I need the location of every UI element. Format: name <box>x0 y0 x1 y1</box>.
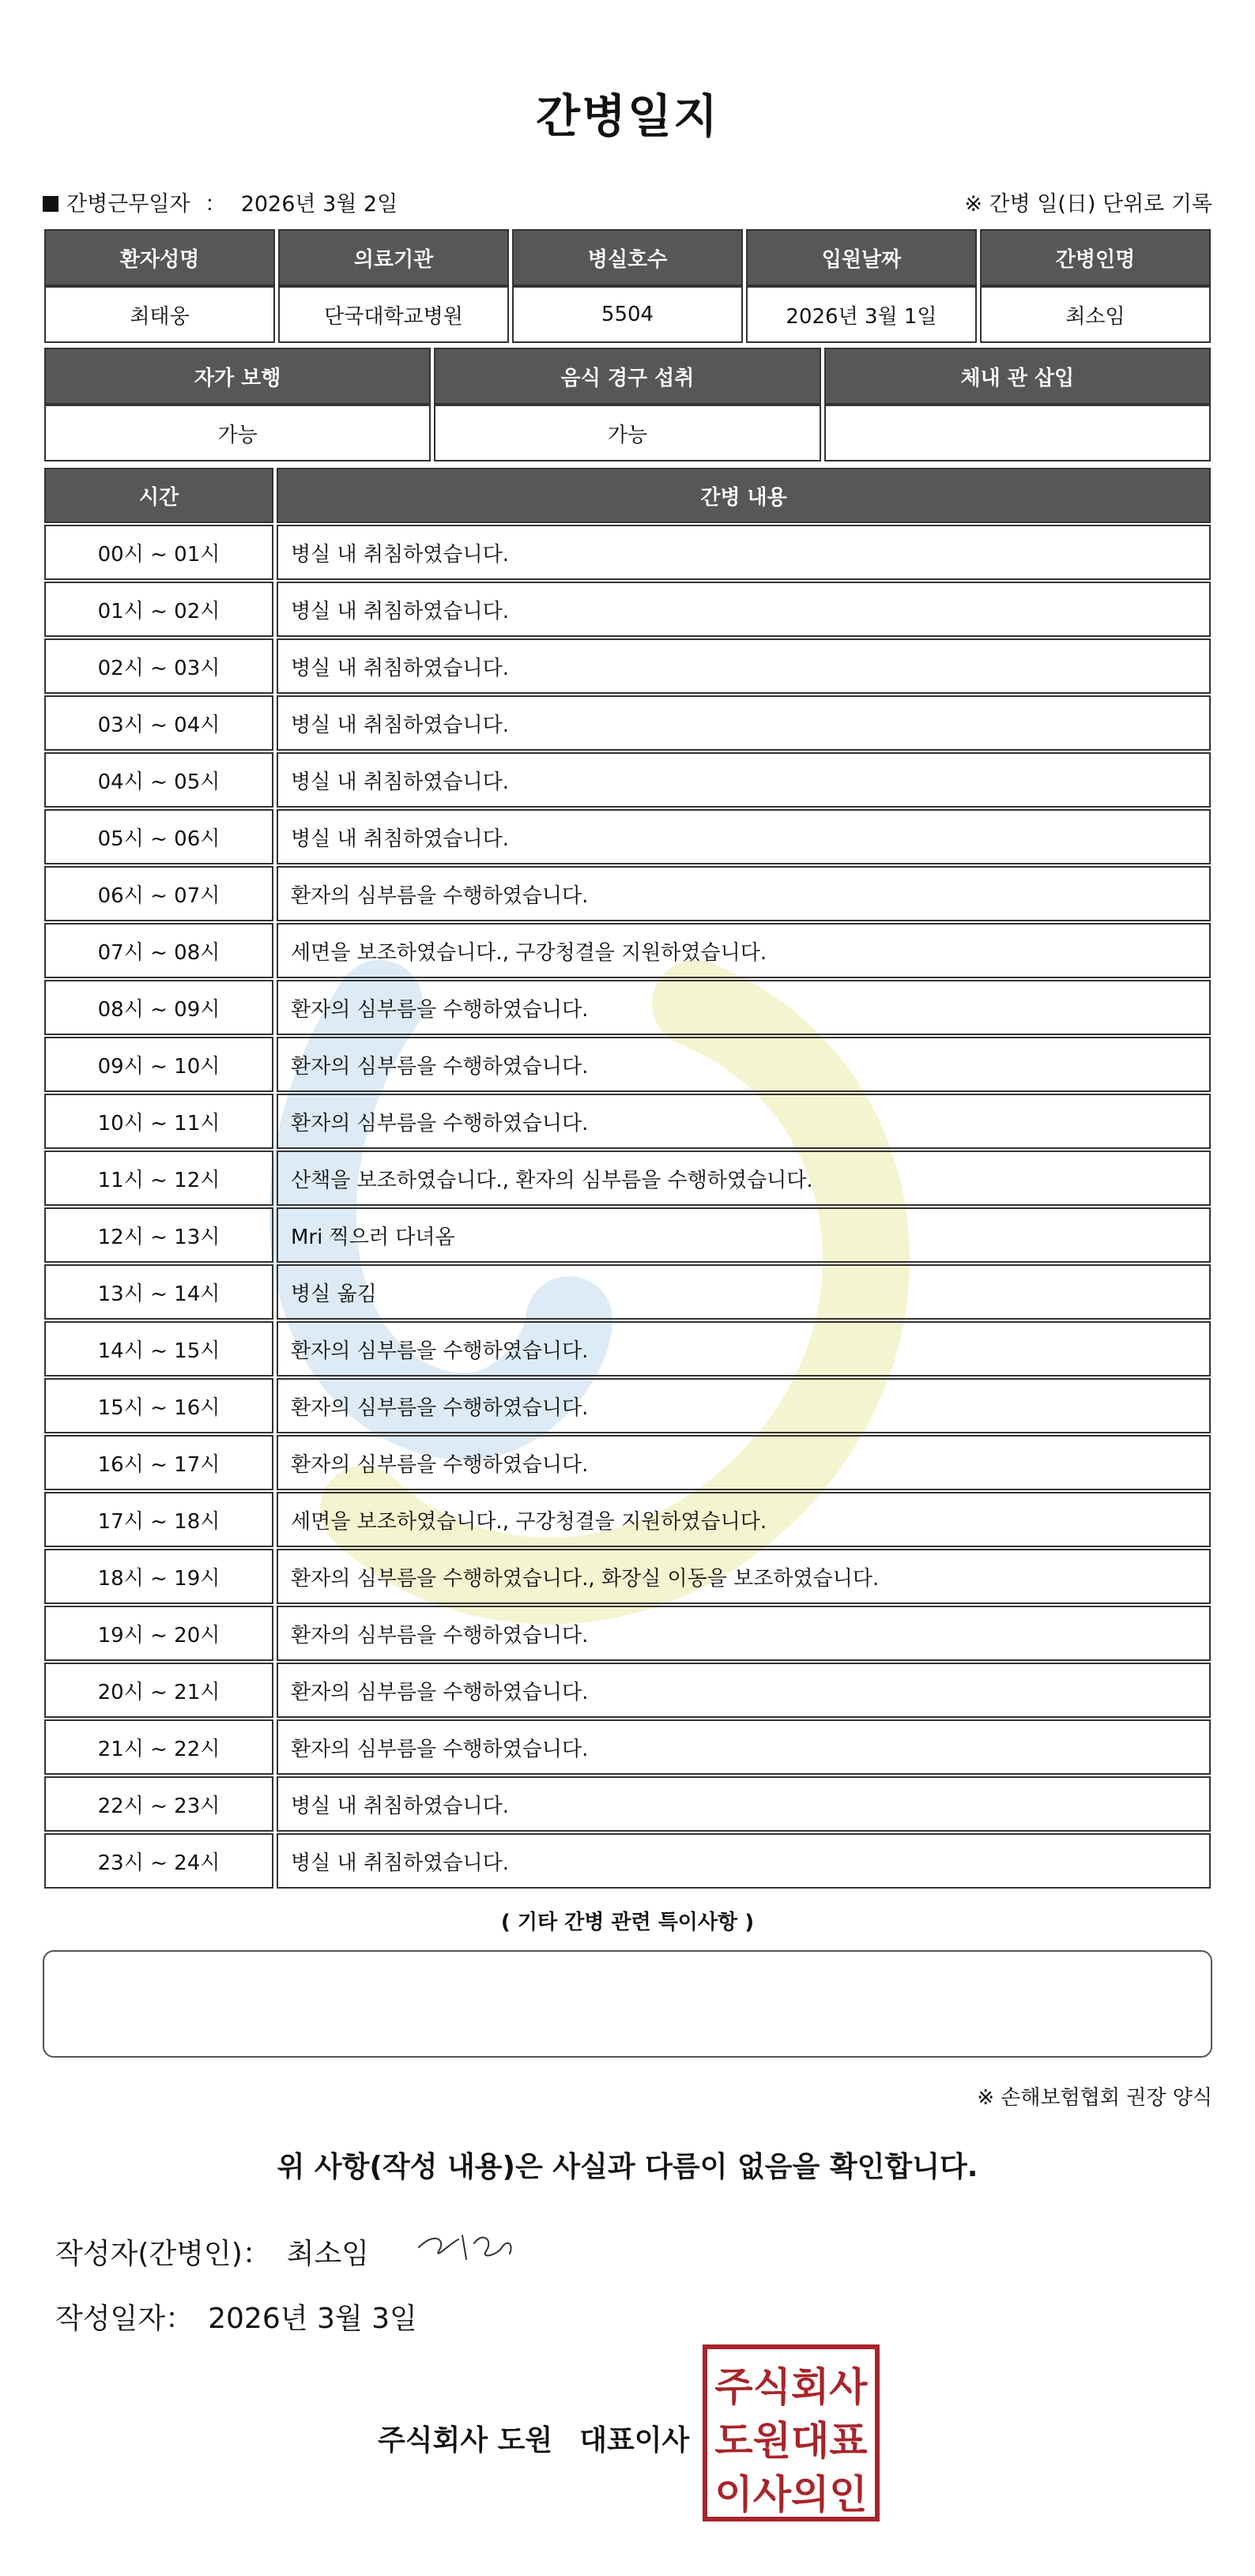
table-row <box>44 752 1211 808</box>
log-content: 환자의 심부름을 수행하였습니다. <box>277 1094 1211 1149</box>
log-time: 20시 ~ 21시 <box>44 1663 273 1718</box>
log-time: 17시 ~ 18시 <box>44 1492 273 1547</box>
log-time: 09시 ~ 10시 <box>44 1037 273 1092</box>
table-row <box>44 1719 1211 1775</box>
table-row <box>44 1776 1211 1832</box>
table-row <box>44 1151 1211 1206</box>
table-row <box>44 638 1211 694</box>
header-caregiver-name: 간병인명 <box>980 229 1211 286</box>
author-name: 최소임 <box>286 2238 370 2270</box>
log-time: 06시 ~ 07시 <box>44 866 273 921</box>
patient-status-table <box>41 348 1214 461</box>
log-content: 병실 내 취침하였습니다. <box>277 695 1211 751</box>
header-hospital: 의료기관 <box>278 229 509 286</box>
log-time: 00시 ~ 01시 <box>44 525 273 580</box>
record-unit-note: ※ 간병 일(日) 단위로 기록 <box>964 192 1212 217</box>
log-content: 환자의 심부름을 수행하였습니다. <box>277 1378 1211 1433</box>
log-content: 환자의 심부름을 수행하였습니다., 화장실 이동을 보조하였습니다. <box>277 1549 1211 1604</box>
log-content: 환자의 심부름을 수행하였습니다. <box>277 1321 1211 1377</box>
header-admission-date: 입원날짜 <box>746 229 977 286</box>
table-row <box>44 1549 1211 1604</box>
table-row <box>44 1378 1211 1433</box>
table-row <box>44 1037 1211 1092</box>
log-time: 07시 ~ 08시 <box>44 923 273 978</box>
table-row <box>44 980 1211 1035</box>
log-time: 04시 ~ 05시 <box>44 752 273 808</box>
header-oral-intake: 음식 경구 섭취 <box>434 348 820 405</box>
oral-intake-status: 가능 <box>434 405 820 461</box>
confirmation-statement: 위 사항(작성 내용)은 사실과 다름이 없음을 확인합니다. <box>277 2151 978 2183</box>
log-time: 15시 ~ 16시 <box>44 1378 273 1433</box>
table-row <box>44 1321 1211 1377</box>
log-time: 12시 ~ 13시 <box>44 1207 273 1263</box>
work-date-value: 2026년 3월 2일 <box>240 192 398 217</box>
author-line <box>55 2231 369 2272</box>
header-walking: 자가 보행 <box>44 348 431 405</box>
table-row <box>44 695 1211 751</box>
table-row <box>44 923 1211 978</box>
other-notes-box <box>43 1950 1212 2058</box>
company-line <box>378 2418 689 2458</box>
log-content: 환자의 심부름을 수행하였습니다. <box>277 1435 1211 1490</box>
care-log-table <box>41 466 1214 1890</box>
header-room-number: 병실호수 <box>512 229 743 286</box>
table-row <box>44 809 1211 864</box>
table-row <box>44 582 1211 637</box>
log-content: 병실 내 취침하였습니다. <box>277 525 1211 580</box>
document-title: 간병일지 <box>535 89 720 143</box>
room-number: 5504 <box>512 286 743 343</box>
log-time: 05시 ~ 06시 <box>44 809 273 864</box>
table-row <box>44 1264 1211 1320</box>
log-time: 01시 ~ 02시 <box>44 582 273 637</box>
header-patient-name: 환자성명 <box>44 229 275 286</box>
written-date-line <box>55 2296 417 2337</box>
patient-name: 최태웅 <box>44 286 275 343</box>
hospital-name: 단국대학교병원 <box>278 286 509 343</box>
table-row <box>44 866 1211 921</box>
svg-text:주식회사: 주식회사 <box>714 2364 868 2410</box>
log-content: 환자의 심부름을 수행하였습니다. <box>277 1719 1211 1775</box>
log-time: 23시 ~ 24시 <box>44 1833 273 1889</box>
table-row <box>44 1094 1211 1149</box>
table-row <box>44 1492 1211 1547</box>
square-bullet-icon <box>43 196 58 212</box>
header-tube-insertion: 체내 관 삽입 <box>824 348 1211 405</box>
patient-info-table <box>41 229 1214 343</box>
log-time: 18시 ~ 19시 <box>44 1549 273 1604</box>
log-time: 22시 ~ 23시 <box>44 1776 273 1832</box>
work-date <box>43 186 398 217</box>
log-content: 환자의 심부름을 수행하였습니다. <box>277 980 1211 1035</box>
log-content: 환자의 심부름을 수행하였습니다. <box>277 1606 1211 1661</box>
log-time: 03시 ~ 04시 <box>44 695 273 751</box>
log-content: 환자의 심부름을 수행하였습니다. <box>277 1663 1211 1718</box>
other-notes-title: ( 기타 간병 관련 특이사항 ) <box>500 1911 755 1934</box>
header-time: 시간 <box>44 468 273 523</box>
log-content: 병실 내 취침하였습니다. <box>277 752 1211 808</box>
company-name: 주식회사 도원 <box>378 2424 553 2457</box>
log-content: 세면을 보조하였습니다., 구강청결을 지원하였습니다. <box>277 1492 1211 1547</box>
representative-title: 대표이사 <box>579 2424 690 2457</box>
tube-insertion-status <box>824 405 1211 461</box>
log-time: 14시 ~ 15시 <box>44 1321 273 1377</box>
log-time: 21시 ~ 22시 <box>44 1719 273 1775</box>
log-content: 병실 내 취침하였습니다. <box>277 809 1211 864</box>
header-care-content: 간병 내용 <box>277 468 1211 523</box>
log-content: 병실 내 취침하였습니다. <box>277 1833 1211 1889</box>
log-time: 02시 ~ 03시 <box>44 638 273 694</box>
log-time: 08시 ~ 09시 <box>44 980 273 1035</box>
work-date-separator: ： <box>205 192 227 217</box>
log-content: 병실 내 취침하였습니다. <box>277 638 1211 694</box>
log-content: Mri 찍으러 다녀옴 <box>277 1207 1211 1263</box>
log-content: 환자의 심부름을 수행하였습니다. <box>277 866 1211 921</box>
table-row <box>44 1663 1211 1718</box>
handwritten-signature <box>403 2216 530 2279</box>
form-source-note: ※ 손해보험협회 권장 양식 <box>977 2086 1212 2110</box>
table-row <box>44 525 1211 580</box>
log-content: 환자의 심부름을 수행하였습니다. <box>277 1037 1211 1092</box>
company-seal <box>702 2344 880 2522</box>
log-time: 10시 ~ 11시 <box>44 1094 273 1149</box>
admission-date: 2026년 3월 1일 <box>746 286 977 343</box>
written-date-value: 2026년 3월 3일 <box>208 2303 417 2335</box>
walking-status: 가능 <box>44 405 431 461</box>
author-label: 작성자(간병인)： <box>55 2238 271 2270</box>
log-time: 11시 ~ 12시 <box>44 1151 273 1206</box>
log-content: 세면을 보조하였습니다., 구강청결을 지원하였습니다. <box>277 923 1211 978</box>
log-time: 13시 ~ 14시 <box>44 1264 273 1320</box>
work-date-label: 간병근무일자 <box>66 192 190 217</box>
table-row <box>44 1606 1211 1661</box>
svg-text:도원대표: 도원대표 <box>714 2418 868 2464</box>
log-time: 16시 ~ 17시 <box>44 1435 273 1490</box>
caregiver-name: 최소임 <box>980 286 1211 343</box>
svg-text:이사의인: 이사의인 <box>714 2472 868 2518</box>
table-row <box>44 1207 1211 1263</box>
log-time: 19시 ~ 20시 <box>44 1606 273 1661</box>
table-row <box>44 1435 1211 1490</box>
log-content: 병실 옮김 <box>277 1264 1211 1320</box>
written-date-label: 작성일자： <box>55 2303 194 2335</box>
log-content: 병실 내 취침하였습니다. <box>277 582 1211 637</box>
table-row <box>44 1833 1211 1889</box>
log-content: 산책을 보조하였습니다., 환자의 심부름을 수행하였습니다. <box>277 1151 1211 1206</box>
log-content: 병실 내 취침하였습니다. <box>277 1776 1211 1832</box>
